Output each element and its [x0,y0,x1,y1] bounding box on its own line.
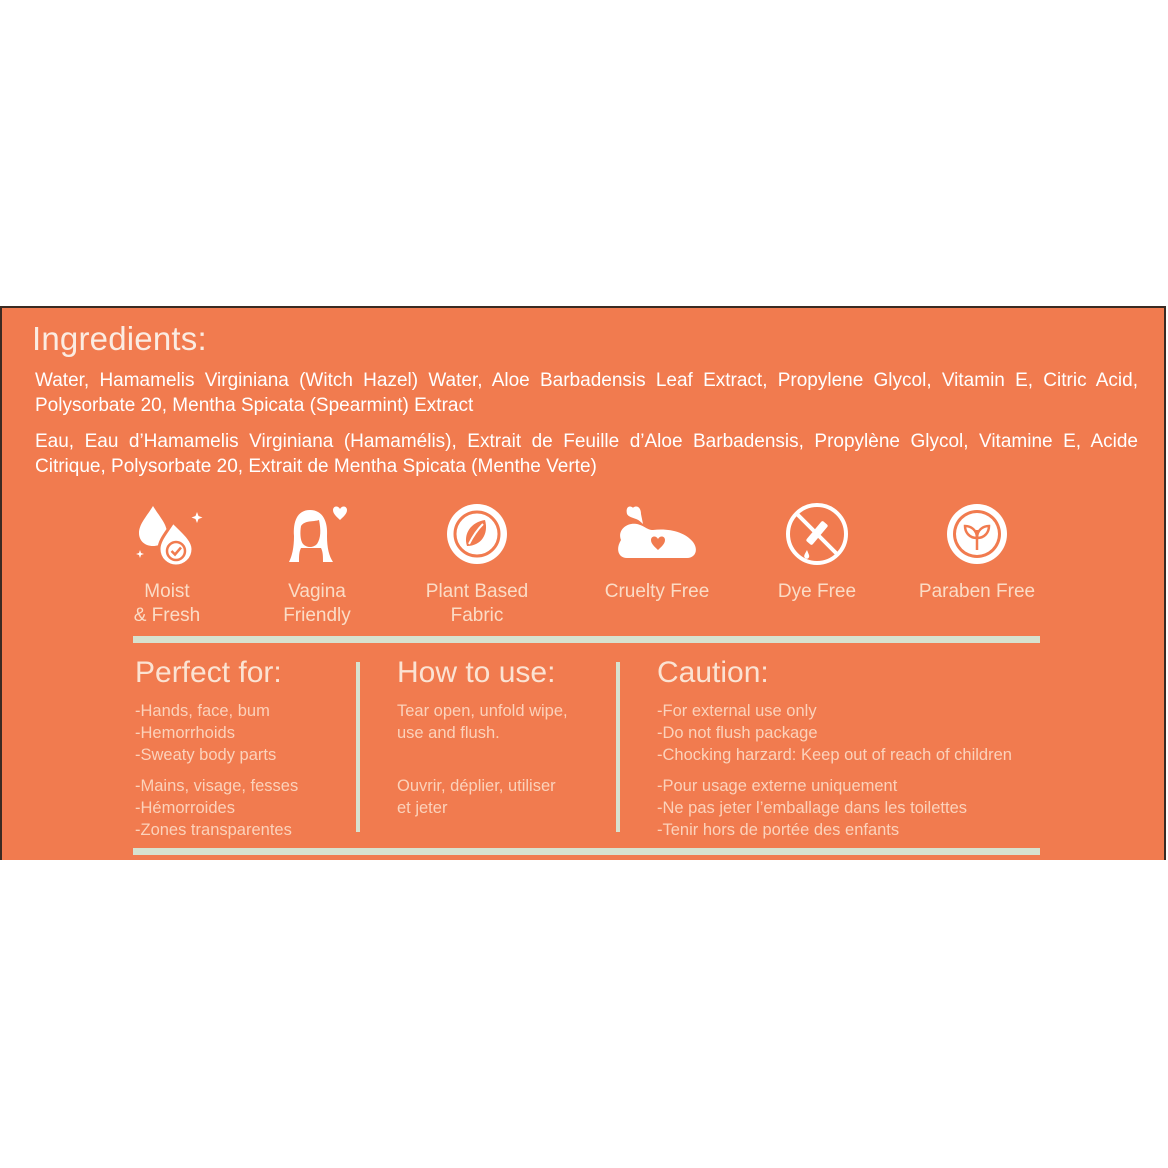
ingredients-english: Water, Hamamelis Virginiana (Witch Hazel) Water, Aloe Barbadensis Leaf Extract, Propylene Glycol, Vitamin E, Citric Acid, Polysorbate 20, Mentha Spicata (Spearmint) Extract [35,370,1138,416]
feature-label: Moist & Fresh [133,581,201,626]
feature-label: Dye Free [777,581,857,602]
product-info-panel [0,306,1166,860]
no-dye-icon [777,500,857,570]
how-to-use-french: Ouvrir, déplier, utiliser et jeter [397,777,556,817]
leaves-circle-icon [937,500,1017,570]
feature-label: Paraben Free [918,581,1036,602]
feature-label: Vagina Friendly [283,581,351,626]
perfect-for-english: -Hands, face, bum -Hemorrhoids -Sweaty body parts [135,702,277,764]
perfect-for-title: Perfect for: [135,656,282,689]
divider-top [133,636,1040,643]
perfect-for-section [135,656,298,841]
how-to-use-title: How to use: [397,656,556,689]
caution-title: Caution: [657,656,769,689]
column-separator [356,662,360,832]
feature-label: Plant Based Fabric [425,581,529,626]
perfect-for-french: -Mains, visage, fesses -Hémorroides -Zones transparentes [135,777,299,839]
ingredients-title: Ingredients: [32,320,207,357]
caution-french: -Pour usage externe uniquement -Ne pas jeter l’emballage dans les toilettes -Tenir hors de portée des enfants [657,777,967,839]
feature-vagina-friendly [242,500,392,628]
how-to-use-section [397,656,568,819]
rabbit-heart-icon [607,500,707,570]
divider-bottom [133,848,1040,855]
feature-cruelty-free [582,500,732,604]
woman-heart-icon [277,500,357,570]
caution-section [657,656,1012,841]
column-separator [616,662,620,832]
water-drops-check-icon [127,500,207,570]
feature-moist-fresh [92,500,242,628]
feature-dye-free [742,500,892,604]
feature-plant-based-fabric [402,500,552,628]
caution-english: -For external use only -Do not flush package -Chocking harzard: Keep out of reach of children [657,702,1012,764]
leaf-circle-icon [437,500,517,570]
feature-paraben-free [902,500,1052,604]
how-to-use-english: Tear open, unfold wipe, use and flush. [397,702,568,742]
feature-label: Cruelty Free [604,581,710,602]
ingredients-french: Eau, Eau d’Hamamelis Virginiana (Hamamélis), Extrait de Feuille d’Aloe Barbadensis, Propylène Glycol, Vitamine E, Acide Citrique, Polysorbate 20, Extrait de Mentha Spicata (Menthe Verte) [35,431,1138,477]
